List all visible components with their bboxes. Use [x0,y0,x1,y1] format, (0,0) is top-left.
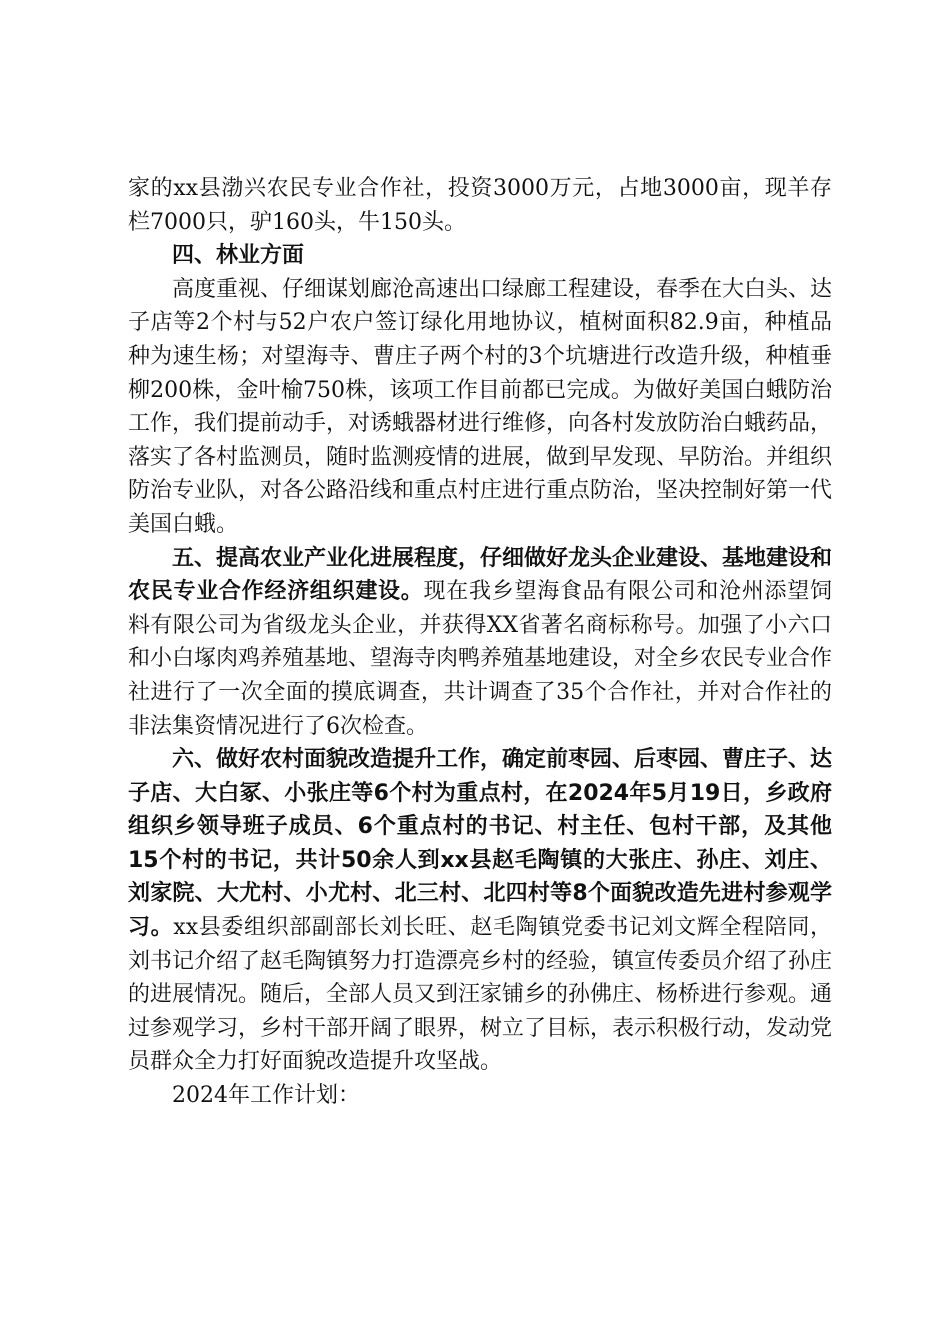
section-body-industrialization: 现在我乡望海食品有限公司和沧州添望饲料有限公司为省级龙头企业，并获得XX省著名商标称号。加强了小六口和小白塚肉鸡养殖基地、望海寺肉鸭养殖基地建设，对全乡农民专业合作社进行了一次全面的摸底调查，共计调查了35个合作社，并对合作社的非法集资情况进行了6次检查。 [128,579,833,739]
document-page [128,172,832,1113]
section-body-village-renovation: xx县委组织部副部长刘长旺、赵毛陶镇党委书记刘文辉全程陪同，刘书记介绍了赵毛陶镇努力打造漂亮乡村的经验，镇宣传委员介绍了孙庄的进展情况。随后，全部人员又到汪家铺乡的孙佛庄、杨桥进行参观。通过参观学习，乡村干部开阔了眼界，树立了目标，表示积极行动，发动党员群众全力打好面貌改造提升攻坚战。 [128,915,833,1075]
paragraph-continued: 家的xx县渤兴农民专业合作社，投资3000万元，占地3000亩，现羊存栏7000只，驴160头，牛150头。 [128,176,832,235]
section-heading-forestry: 四、林业方面 [172,243,305,269]
paragraph-village-renovation [128,743,832,1079]
paragraph-forestry: 高度重视、仔细谋划廊沧高速出口绿廊工程建设，春季在大白头、达子店等2个村与52户农户签订绿化用地协议，植树面积82.9亩，种植品种为速生杨；对望海寺、曹庄子两个村的3个坑塘进行改造升级，种植垂柳200株，金叶榆750株，该项工作目前都已完成。为做好美国白蛾防治工作，我们提前动手，对诱蛾器材进行维修，向各村发放防治白蛾药品，落实了各村监测员，随时监测疫情的进展，做到早发现、早防治。并组织防治专业队，对各公路沿线和重点村庄进行重点防治，坚决控制好第一代美国白蛾。 [128,276,833,537]
section-lead-village-renovation: 六、做好农村面貌改造提升工作，确定前枣园、后枣园、曹庄子、达子店、大白冢、小张庄等6个村为重点村，在2024年5月19日，乡政府组织乡领导班子成员、6个重点村的书记、村主任、包村干部，及其他15个村的书记，共计50余人到xx县赵毛陶镇的大张庄、孙庄、刘庄、刘家院、大尤村、小尤村、北三村、北四村等8个面貌改造先进村参观学习。 [128,747,833,941]
work-plan-heading: 2024年工作计划： [172,1083,360,1109]
section-lead-industrialization: 五、提高农业产业化进展程度，仔细做好龙头企业建设、基地建设和农民专业合作经济组织建设。 [128,545,833,605]
paragraph-industrialization [128,542,832,744]
